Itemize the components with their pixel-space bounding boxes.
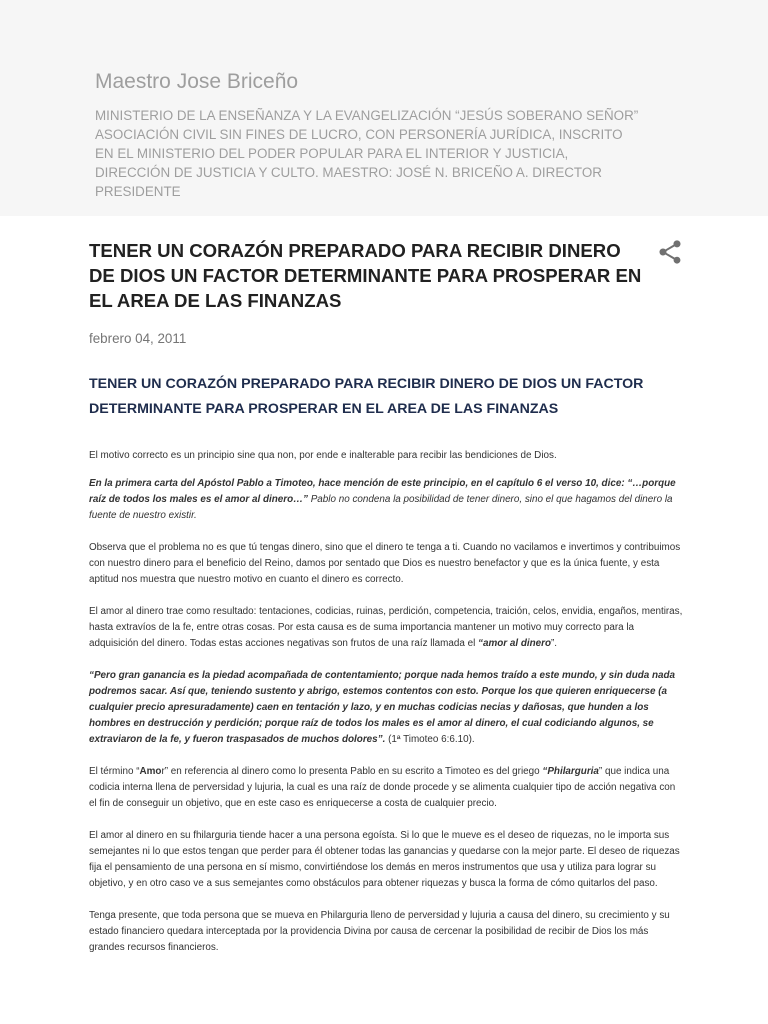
post-title[interactable]: TENER UN CORAZÓN PREPARADO PARA RECIBIR DINERO DE DIOS UN FACTOR DETERMINANTE PARA PROSPERAR EN EL AREA DE LAS FINANZAS bbox=[89, 240, 642, 311]
paragraph-6-a: El término “ bbox=[89, 766, 140, 777]
paragraph-8: Tenga presente, que toda persona que se mueva en Philarguria lleno de perversidad y lujuria a causa del dinero, su crecimiento y su estado financiero quedara interceptada por la providencia Divina por causa de cercenar la posibilidad de recibir de Dios los más grandes recursos financieros. bbox=[89, 910, 670, 953]
blog-description: MINISTERIO DE LA ENSEÑANZA Y LA EVANGELIZACIÓN “JESÚS SOBERANO SEÑOR” ASOCIACIÓN CIVIL SIN FINES DE LUCRO, CON PERSONERÍA JURÍDICA, INSCRITO EN EL MINISTERIO DEL PODER POPULAR PARA EL INTERIOR Y JUSTICIA, DIRECCIÓN DE JUSTICIA Y CULTO. MAESTRO: JOSÉ N. BRICEÑO A. DIRECTOR PRESIDENTE bbox=[95, 108, 639, 199]
blog-header bbox=[0, 0, 768, 216]
paragraph-6-philarguria: “Philarguria bbox=[542, 766, 599, 777]
paragraph-4-start: El amor al dinero trae como resultado: tentaciones, codicias, ruinas, perdición, competencia, traición, celos, envidia, engaños, mentiras, hasta extravíos de la fe, entre otras cosas. Por esta causa es de suma importancia mantener un motivo muy correcto para la adquisición del dinero. Todas estas acciones negativas son frutos de una raíz llamada el bbox=[89, 606, 683, 649]
paragraph-2 bbox=[89, 476, 684, 524]
paragraph-6 bbox=[89, 764, 684, 812]
paragraph-7: El amor al dinero en su fhilarguria tiende hacer a una persona egoísta. Si lo que le mueve es el deseo de riquezas, no le importa sus semejantes ni lo que estos tengan que perder para él obtener todas las ganancias y quedarse con la mejor parte. El deseo de riquezas fija el pensamiento de una persona en sí mismo, convirtiéndose los demás en meros instrumentos que usa y utiliza para lograr su objetivo, y en otro caso ve a sus semejantes como obstáculos para obtener riquezas y busca la forma de cómo quitarlos del paso. bbox=[89, 830, 680, 889]
paragraph-4 bbox=[89, 604, 684, 652]
post-body-heading: TENER UN CORAZÓN PREPARADO PARA RECIBIR DINERO DE DIOS UN FACTOR DETERMINANTE PARA PROSPERAR EN EL AREA DE LAS FINANZAS bbox=[89, 376, 644, 417]
paragraph-4-bold: “amor al dinero bbox=[478, 638, 552, 649]
scripture-quote-text: “Pero gran ganancia es la piedad acompañada de contentamiento; porque nada hemos traído a este mundo, y sin duda nada podremos sacar. Así que, teniendo sustento y abrigo, estemos contentos con esto. Porque los que quieren enriquecerse (a cualquier precio apresuradamente) caen en tentación y lazo, y en muchas codicias necias y dañosas, que hunden a los hombres en destrucción y perdición; porque raíz de todos los males es el amor al dinero, el cual codiciando algunos, se extraviaron de la fe, y fueron traspasados de muchos dolores”. bbox=[89, 670, 676, 745]
share-icon bbox=[656, 238, 684, 266]
paragraph-4-end: ”. bbox=[551, 638, 558, 649]
paragraph-1: El motivo correcto es un principio sine qua non, por ende e inalterable para recibir las bendiciones de Dios. bbox=[89, 450, 557, 461]
paragraph-2-rest: Pablo no condena la posibilidad de tener dinero, sino el que hagamos del dinero la fuente de nuestro existir. bbox=[89, 494, 673, 521]
paragraph-6-amo: Amo bbox=[139, 766, 162, 777]
post-date[interactable]: febrero 04, 2011 bbox=[89, 331, 187, 346]
share-button[interactable] bbox=[656, 238, 684, 266]
paragraph-6-c: ” que indica una codicia interna llena de perversidad y lujuria, la cual es una raíz de donde procede y se alimenta cualquier tipo de acción negativa con el fin de conseguir un objetivo, que en este caso es enriquecerse a costa de cualquier precio. bbox=[89, 766, 676, 809]
post-body bbox=[89, 372, 684, 972]
paragraph-3: Observa que el problema no es que tú tengas dinero, sino que el dinero te tenga a ti. Cuando no vacilamos e invertimos y contribuimos con nuestro dinero para el beneficio del Reino, damos por sentado que Dios es nuestro benefactor y que es la única fuente, y esta aptitud nos muestra que nuestro motivo en cuanto el dinero es correcto. bbox=[89, 542, 681, 585]
scripture-quote bbox=[89, 668, 684, 748]
paragraph-6-b: r” en referencia al dinero como lo presenta Pablo en su escrito a Timoteo es del griego bbox=[161, 766, 543, 777]
scripture-reference: (1ª Timoteo 6:6.10). bbox=[385, 734, 475, 745]
paragraph-2-quote: En la primera carta del Apóstol Pablo a Timoteo, hace mención de este principio, en el capítulo 6 el verso 10, dice: “…porque raíz de todos los males es el amor al dinero…” bbox=[89, 478, 676, 505]
blog-title[interactable]: Maestro Jose Briceño bbox=[95, 70, 299, 93]
post-card bbox=[0, 216, 768, 1024]
